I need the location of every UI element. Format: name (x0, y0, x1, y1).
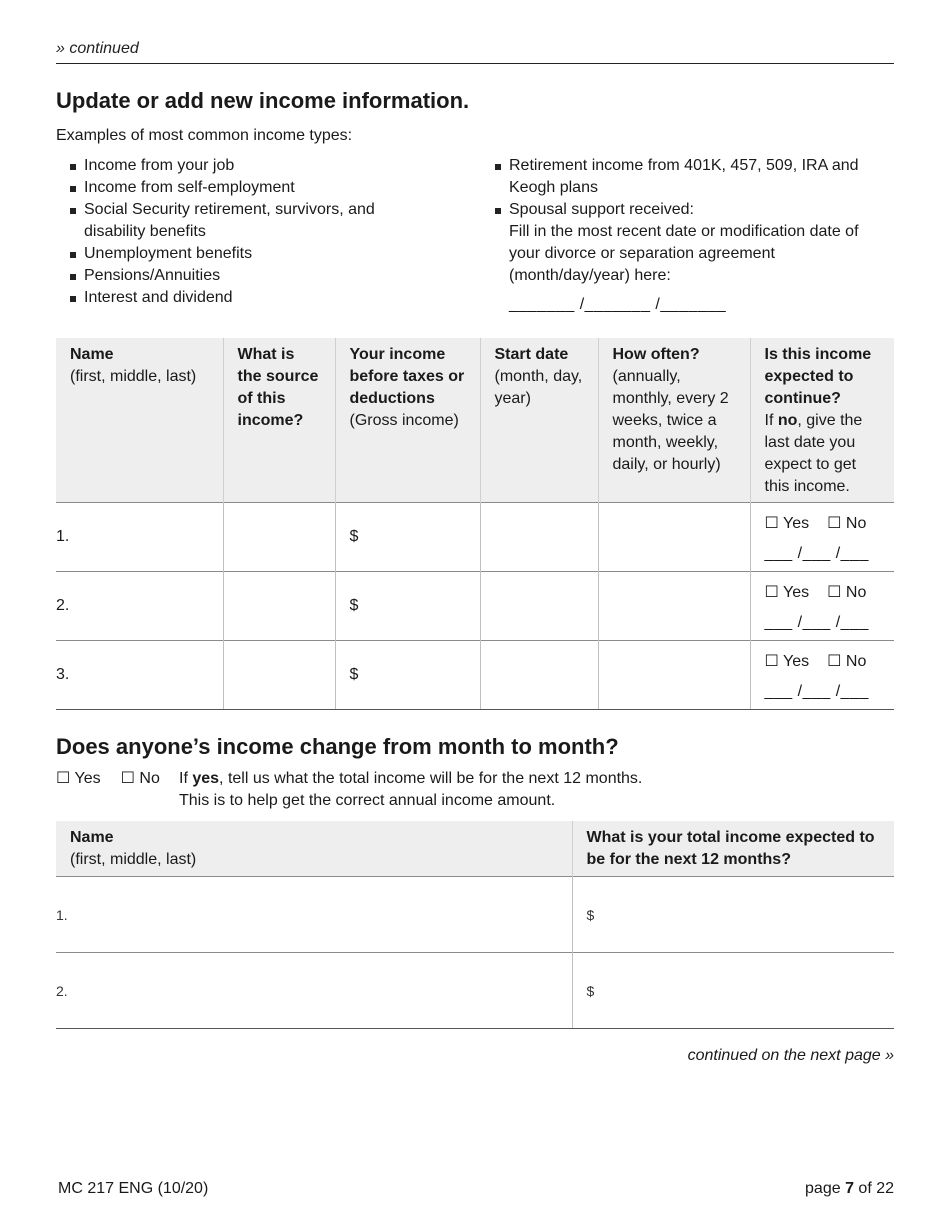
list-item (481, 199, 881, 287)
start-date-cell[interactable] (480, 503, 598, 572)
source-cell[interactable] (223, 572, 335, 641)
list-item: Pensions/Annuities (56, 265, 396, 287)
table-header-row (56, 338, 894, 503)
examples-intro: Examples of most common income types: (56, 127, 353, 144)
top-divider (56, 63, 894, 64)
col-header-frequency: How often? (annually, monthly, every 2 weeks, twice a month, weekly, daily, or hourly) (598, 338, 750, 503)
no-checkbox[interactable]: ☐ No (827, 653, 867, 670)
source-cell[interactable] (223, 503, 335, 572)
start-date-cell[interactable] (480, 641, 598, 710)
col-header-name: Name (first, middle, last) (56, 821, 572, 877)
gross-income-cell[interactable]: $ (335, 641, 480, 710)
table-row (56, 641, 894, 710)
total-income-cell[interactable]: $ (572, 877, 894, 953)
col-header-source: What is the source of this income? (223, 338, 335, 503)
end-date-field[interactable]: ___ /___ /___ (764, 683, 869, 700)
yes-checkbox[interactable]: ☐ Yes (764, 584, 810, 601)
income-types-list-left (56, 155, 396, 309)
frequency-cell[interactable] (598, 641, 750, 710)
income-table (56, 338, 894, 710)
continued-next-label: continued on the next page » (687, 1047, 894, 1064)
gross-income-cell[interactable]: $ (335, 503, 480, 572)
end-date-field[interactable]: ___ /___ /___ (764, 614, 869, 631)
total-income-cell[interactable]: $ (572, 953, 894, 1029)
col-header-total-income: What is your total income expected to be for the next 12 months? (572, 821, 894, 877)
income-section-title: Update or add new income information. (56, 88, 470, 113)
income-types-list-right (481, 155, 881, 316)
no-checkbox[interactable]: ☐ No (827, 584, 867, 601)
page-number: page 7 of 22 (805, 1180, 894, 1197)
col-header-continue: Is this income expected to continue? If no, give the last date you expect to get this income. (750, 338, 894, 503)
frequency-cell[interactable] (598, 572, 750, 641)
col-header-start-date: Start date (month, day, year) (480, 338, 598, 503)
yes-checkbox[interactable]: ☐ Yes (764, 515, 810, 532)
table-row (56, 572, 894, 641)
continue-cell (750, 572, 894, 641)
list-item: Income from self-employment (56, 177, 396, 199)
annual-income-table (56, 821, 894, 1029)
no-checkbox[interactable]: ☐ No (120, 770, 160, 787)
income-change-instructions: If yes, tell us what the total income will be for the next 12 months. This is to help get the correct annual income amount. (179, 770, 643, 809)
gross-income-cell[interactable]: $ (335, 572, 480, 641)
table-header-row (56, 821, 894, 877)
table-row (56, 953, 894, 1029)
source-cell[interactable] (223, 641, 335, 710)
col-header-gross-income: Your income before taxes or deductions (Gross income) (335, 338, 480, 503)
list-item: Social Security retirement, survivors, and disability benefits (56, 199, 396, 243)
table-row (56, 503, 894, 572)
row-number: 2. (56, 572, 223, 641)
frequency-cell[interactable] (598, 503, 750, 572)
form-id: MC 217 ENG (10/20) (58, 1180, 209, 1197)
spousal-support-label: Spousal support received: (509, 201, 694, 218)
yes-checkbox[interactable]: ☐ Yes (764, 653, 810, 670)
row-number: 1. (56, 503, 223, 572)
spousal-date-field[interactable]: _______ /_______ /_______ (509, 296, 727, 313)
list-item: Retirement income from 401K, 457, 509, IRA and Keogh plans (481, 155, 881, 199)
start-date-cell[interactable] (480, 572, 598, 641)
spousal-support-note: Fill in the most recent date or modification date of your divorce or separation agreement (month/day/year) here: (509, 223, 859, 284)
no-checkbox[interactable]: ☐ No (827, 515, 867, 532)
list-item: Income from your job (56, 155, 396, 177)
name-cell[interactable]: 2. (56, 953, 572, 1029)
continue-cell (750, 503, 894, 572)
end-date-field[interactable]: ___ /___ /___ (764, 545, 869, 562)
table-row (56, 877, 894, 953)
continue-cell (750, 641, 894, 710)
yes-checkbox[interactable]: ☐ Yes (56, 770, 101, 787)
continued-label: » continued (56, 40, 139, 57)
list-item: Interest and dividend (56, 287, 396, 309)
name-cell[interactable]: 1. (56, 877, 572, 953)
list-item: Unemployment benefits (56, 243, 396, 265)
row-number: 3. (56, 641, 223, 710)
col-header-name: Name (first, middle, last) (56, 338, 223, 503)
income-change-title: Does anyone’s income change from month to month? (56, 734, 619, 759)
